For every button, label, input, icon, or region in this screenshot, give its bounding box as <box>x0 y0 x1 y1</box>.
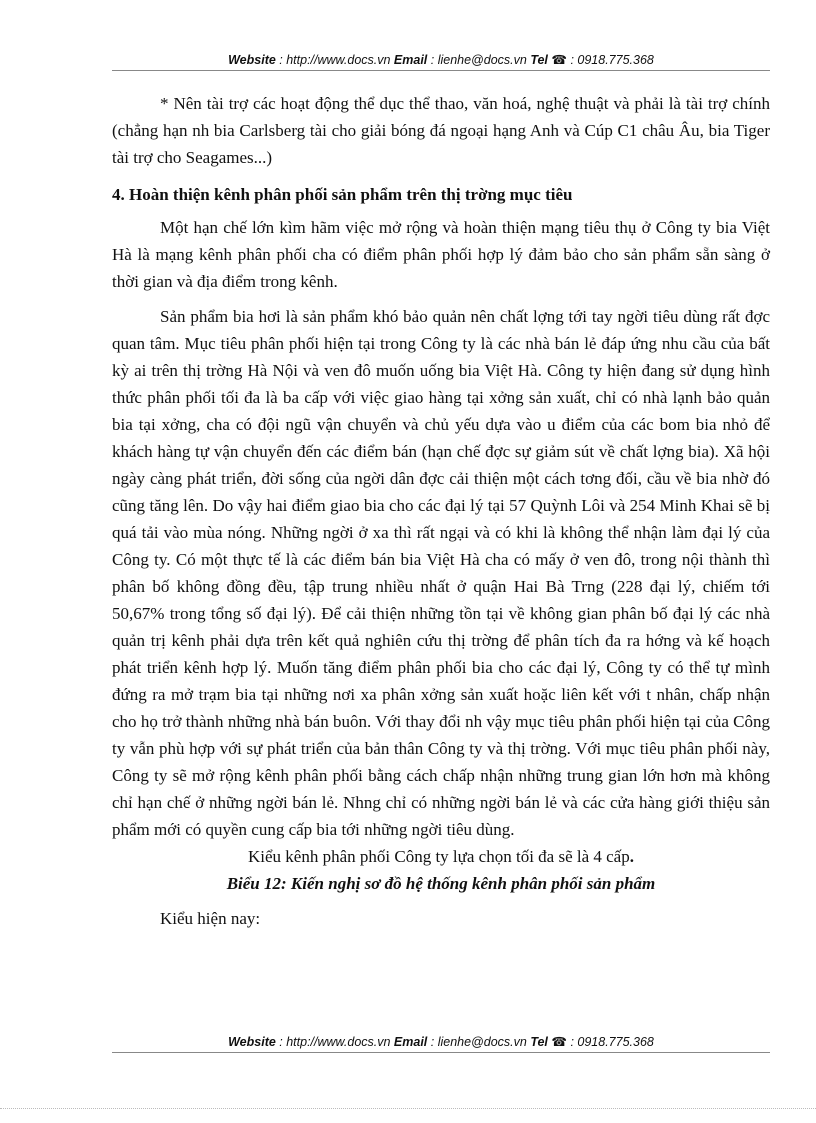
footer-website-url[interactable]: : http://www.docs.vn <box>275 1035 394 1049</box>
channel-type-period: . <box>629 847 634 866</box>
footer-phone-icon: ☎ <box>551 1035 567 1049</box>
page-footer <box>112 1034 770 1053</box>
paragraph-current-type: Kiểu hiện nay: <box>160 909 261 928</box>
figure-caption: Biểu 12: Kiến nghị sơ đồ hệ thống kênh phân phối sản phẩm <box>226 874 656 893</box>
footer-tel-label: Tel <box>530 1035 548 1049</box>
email-address[interactable]: : lienhe@docs.vn <box>427 53 531 67</box>
tel-number: : 0918.775.368 <box>566 53 654 67</box>
paragraph-sponsorship: * Nên tài trợ các hoạt động thể dục thể thao, văn hoá, nghệ thuật và phải là tài trợ chính (chẳng hạn nh bia Carlsberg tài cho giải bóng đá ngoại hạng Anh và Cúp C1 châu Âu, bia Tiger tài trợ cho Seagames...) <box>112 94 770 167</box>
website-label: Website <box>228 53 276 67</box>
section-heading: 4. Hoàn thiện kênh phân phối sản phẩm trên thị trờng mục tiêu <box>112 185 573 204</box>
email-label: Email <box>393 53 428 67</box>
footer-email-address[interactable]: : lienhe@docs.vn <box>427 1035 531 1049</box>
paragraph-channel-type <box>112 843 770 870</box>
footer-website-label: Website <box>228 1035 276 1049</box>
footer-tel-number: : 0918.775.368 <box>566 1035 654 1049</box>
document-body <box>112 90 770 932</box>
website-url[interactable]: : http://www.docs.vn <box>275 53 394 67</box>
paragraph-limitation: Một hạn chế lớn kìm hãm việc mở rộng và hoàn thiện mạng tiêu thụ ở Công ty bia Việt Hà là mạng kênh phân phối cha có điểm phân phối hợp lý đảm bảo cho sản phẩm sẵn sàng ở thời gian và địa điểm trong kênh. <box>112 218 770 291</box>
tel-label: Tel <box>530 53 548 67</box>
page-header <box>112 52 770 71</box>
paragraph-distribution: Sản phẩm bia hơi là sản phẩm khó bảo quản nên chất lợng tới tay ngời tiêu dùng rất đợc quan tâm. Mục tiêu phân phối hiện tại trong Công ty là các nhà bán lẻ đáp ứng nhu cầu của bất kỳ ai trên thị trờng Hà Nội và ven đô muốn uống bia Việt Hà. Công ty hiện đang sử dụng hình thức phân phối tối đa là ba cấp với việc giao hàng tại xởng sản xuất, chỉ có nhà lạnh bảo quản bia tại xởng, cha có đội ngũ vận chuyển và chủ yếu dựa vào u điểm của các bom bia nhỏ để khách hàng tự vận chuyển đến các điểm bán (hạn chế đợc sự giảm sút về chất lợng bia). Xã hội ngày càng phát triển, đời sống của ngời dân đợc cải thiện một cách tơng đối, cầu về bia nhờ đó cũng tăng lên. Do vậy hai điểm giao bia cho các đại lý tại 57 Quỳnh Lôi và 254 Minh Khai sẽ bị quá tải vào mùa nóng. Những ngời ở xa thì rất ngại và có khi là không thể nhận làm đại lý của Công ty. Có một thực tế là các điểm bán bia Việt Hà cha có mấy ở ven đô, trong nội thành thì phân bố không đồng đều, tập trung nhiều nhất ở quận Hai Bà Trng (228 đại lý, chiếm tới 50,67% trong tổng số đại lý). Để cải thiện những tồn tại về không gian phân bố đại lý các nhà quản trị kênh phải dựa trên kết quả nghiên cứu thị trờng để phân tích đa ra hớng và kế hoạch phát triển kênh hợp lý. Muốn tăng điểm phân phối bia cho các đại lý, Công ty có thể tự mình đứng ra mở trạm bia tại những nơi xa phân xởng sản xuất hoặc liên kết với t nhân, chấp nhận cho họ trở thành những nhà bán buôn. Với thay đổi nh vậy mục tiêu phân phối hiện tại của Công ty vẫn phù hợp với sự phát triển của bản thân Công ty và thị trờng. Với mục tiêu phân phối này, Công ty sẽ mở rộng kênh phân phối bằng cách chấp nhận những trung gian lớn hơn mà không chỉ hạn chế ở những ngời bán lẻ. Nhng chỉ có những ngời bán lẻ và các cửa hàng giới thiệu sản phẩm mới có quyền cung cấp bia tới những ngời tiêu dùng. <box>112 307 770 839</box>
channel-type-text: Kiểu kênh phân phối Công ty lựa chọn tối đa sẽ là 4 cấp <box>248 847 630 866</box>
page-bottom-divider <box>0 1108 816 1109</box>
phone-icon: ☎ <box>551 53 567 67</box>
footer-email-label: Email <box>393 1035 428 1049</box>
